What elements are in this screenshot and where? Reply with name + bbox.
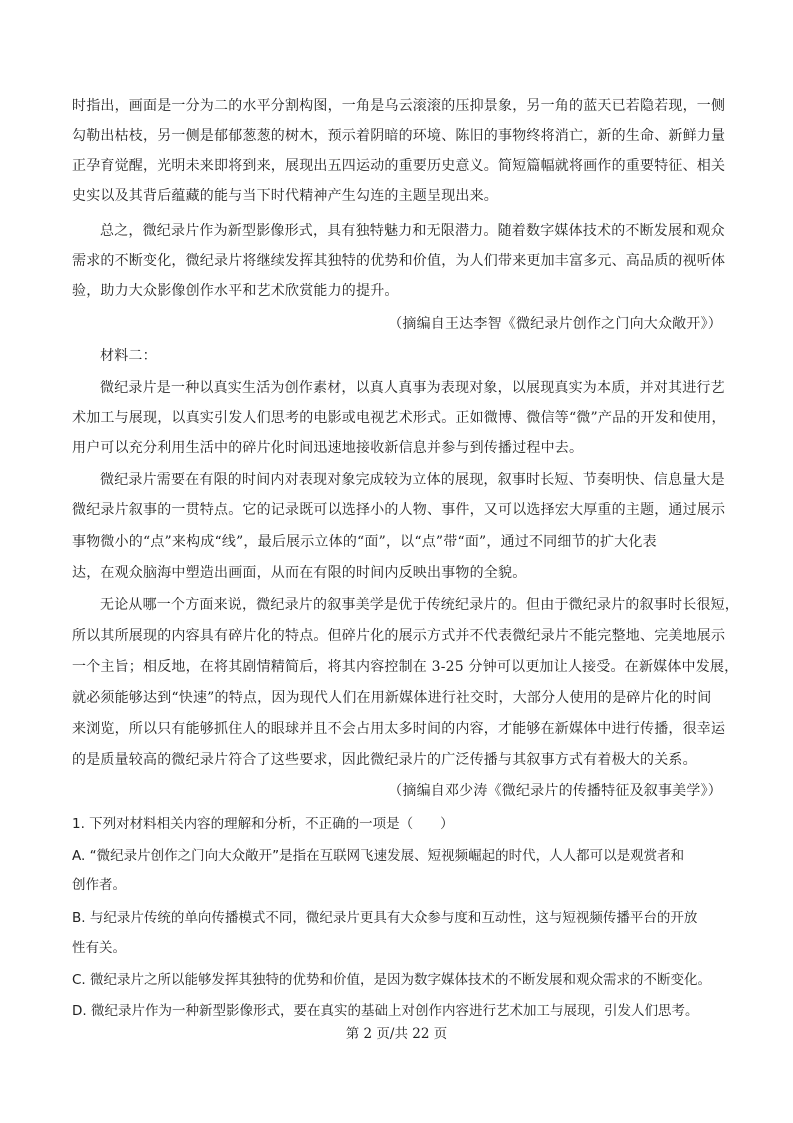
paragraph-line: 无论从哪一个方面来说，微纪录片的叙事美学是优于传统纪录片的。但由于微纪录片的叙事时长很短， — [100, 597, 739, 613]
paragraph-line: 用户可以充分利用生活中的碎片化时间迅速地接收新信息并参与到传播过程中去。 — [72, 440, 584, 456]
paragraph-line: 就必须能够达到“快速”的特点，因为现代人们在用新媒体进行社交时，大部分人使用的是碎片化的时间 — [72, 690, 712, 706]
paragraph-line: 微纪录片是一种以真实生活为创作素材，以真人真事为表现对象，以展现真实为本质，并对其进行艺 — [100, 380, 725, 396]
paragraph-line: 需求的不断变化，微纪录片将继续发挥其独特的优势和价值，为人们带来更加丰富多元、高品质的视听体 — [72, 253, 726, 269]
paragraph-line: 史实以及其背后蕴藏的能与当下时代精神产生勾连的主题呈现出来。 — [72, 188, 498, 204]
paragraph-line: 勾勒出枯枝，另一侧是郁郁葱葱的树木，预示着阴暗的环境、陈旧的事物终将消亡，新的生命、新鲜力量 — [72, 128, 726, 144]
paragraph-line: 正孕育觉醒，光明未来即将到来，展现出五四运动的重要历史意义。简短篇幅就将画作的重要特征、相关 — [72, 158, 726, 174]
paragraph-line: 术加工与展现，以真实引发人们思考的电影或电视艺术形式。正如微博、微信等“微”产品的开发和使用， — [72, 410, 726, 426]
option-b-continued: 性有关。 — [72, 940, 126, 956]
question-stem: 1. 下列对材料相关内容的理解和分析，不正确的一项是（ ） — [72, 816, 454, 832]
option-b: B. 与纪录片传统的单向传播模式不同，微纪录片更具有大众参与度和互动性，这与短视频传播平台的开放 — [72, 910, 698, 926]
option-a: A. “微纪录片创作之门向大众敞开”是指在互联网飞速发展、短视频崛起的时代，人人都可以是观赏者和 — [72, 848, 685, 864]
paragraph-line: 时指出，画面是一分为二的水平分割构图，一角是乌云滚滚的压抑景象，另一角的蓝天已若隐若现，一侧 — [72, 98, 726, 114]
paragraph-line: 来浏览，所以只有能够抓住人的眼球并且不会占用太多时间的内容，才能够在新媒体中进行传播，很幸运 — [72, 721, 726, 737]
source-citation: （摘编自邓少涛《微纪录片的传播特征及叙事美学》） — [388, 783, 722, 799]
source-citation: （摘编自王达李智《微纪录片创作之门向大众敞开》） — [388, 316, 722, 332]
paragraph-line: 微纪录片需要在有限的时间内对表现对象完成较为立体的展现，叙事时长短、节奏明快、信息量大是 — [100, 472, 725, 488]
option-a-continued: 创作者。 — [72, 877, 126, 893]
paragraph-line: 一个主旨；相反地，在将其剧情精简后，将其内容控制在 3-25 分钟可以更加让人接受。在新媒体中发展， — [72, 659, 739, 675]
section-heading: 材料二： — [100, 348, 157, 364]
paragraph-line: 总之，微纪录片作为新型影像形式，具有独特魅力和无限潜力。随着数字媒体技术的不断发展和观众 — [100, 223, 725, 239]
paragraph-line: 验，助力大众影像创作水平和艺术欣赏能力的提升。 — [72, 283, 399, 299]
paragraph-line: 的是质量较高的微纪录片符合了这些要求，因此微纪录片的广泛传播与其叙事方式有着极大的关系。 — [72, 752, 697, 768]
page-footer: 第 2 页/共 22 页 — [345, 1026, 448, 1042]
paragraph-line: 事物微小的“点”来构成“线”，最后展示立体的“面”，以“点”带“面”，通过不同细节的扩大化表 — [72, 534, 657, 550]
option-c: C. 微纪录片之所以能够发挥其独特的优势和价值，是因为数字媒体技术的不断发展和观众需求的不断变化。 — [72, 972, 712, 988]
paragraph-line: 达，在观众脑海中塑造出画面，从而在有限的时间内反映出事物的全貌。 — [72, 565, 527, 581]
paragraph-line: 所以其所展现的内容具有碎片化的特点。但碎片化的展示方式并不代表微纪录片不能完整地、完美地展示 — [72, 628, 726, 644]
option-d: D. 微纪录片作为一种新型影像形式，要在真实的基础上对创作内容进行艺术加工与展现，引发人们思考。 — [72, 1003, 699, 1019]
paragraph-line: 微纪录片叙事的一贯特点。它的记录既可以选择小的人物、事件，又可以选择宏大厚重的主题，通过展示 — [72, 502, 726, 518]
